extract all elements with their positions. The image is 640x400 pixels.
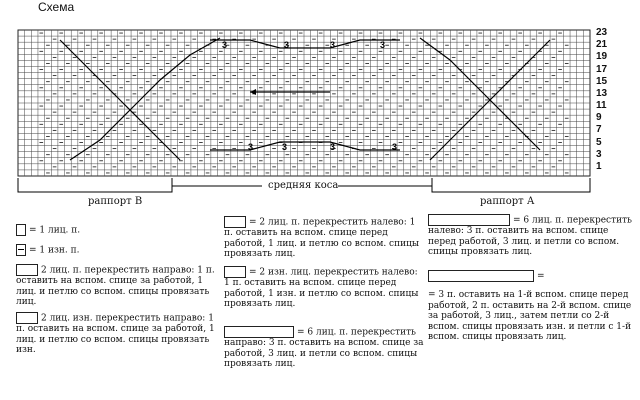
- cable-count-3: 3: [330, 40, 336, 50]
- row-number: 5: [596, 136, 602, 148]
- row-number: 19: [596, 51, 608, 63]
- cable-count-3: 3: [380, 40, 386, 50]
- row-number: 9: [596, 112, 602, 124]
- legend-cable9-desc: = 3 п. оставить на 1-й вспом. спице перед работой, 2 п. оставить на 2-й вспом. спице за работой, 3 лиц., затем петли со 2-й вспом. спицы провязать изн. и петли с 1-й вспом. спицы провязать лиц.: [428, 290, 632, 342]
- legend-cross-right-text: 2 лиц. п. перекрестить направо: 1 п. оставить на вспом. спице за работой, 1 лиц. и петлю со вспом. спицы провязать лиц.: [16, 265, 215, 307]
- cross-right-symbol: [16, 264, 38, 276]
- legend-cross-left-text: = 2 лиц. п. перекрестить налево: 1 п. оставить на вспом. спице перед работой, 1 лиц. и петлю со вспом. спицы провязать лиц.: [224, 217, 420, 259]
- cable9-symbol: [428, 270, 534, 282]
- row-number: 1: [596, 160, 602, 172]
- row-number: 7: [596, 124, 602, 136]
- middle-cable-label: средняя коса: [268, 180, 339, 191]
- legend-cable6-left: [428, 214, 636, 258]
- legend-cross-left: [224, 216, 424, 260]
- cable-count-3: 3: [392, 142, 398, 152]
- cable6-right-symbol: [224, 326, 294, 338]
- legend-knit-text: = 1 лиц. п.: [29, 225, 81, 236]
- legend-cable6-right: [224, 326, 424, 370]
- row-number: 3: [596, 148, 602, 160]
- legend-cable9: [428, 270, 636, 282]
- row-number: 15: [596, 75, 608, 87]
- cross-purl-left-symbol: [224, 266, 246, 278]
- legend-cross-purl-left: [224, 266, 424, 310]
- cross-left-symbol: [224, 216, 246, 228]
- cable6-left-symbol: [428, 214, 510, 226]
- cable-count-3: 3: [248, 142, 254, 152]
- rapport-b-label: раппорт B: [88, 196, 143, 207]
- row-number: 13: [596, 87, 608, 99]
- legend-cable6-right-text: = 6 лиц. п. перекрестить направо: 3 п. оставить на вспом. спице за работой, 3 лиц. и петли со вспом. спицы провязать лиц.: [224, 327, 424, 369]
- cable-count-3: 3: [222, 40, 228, 50]
- legend-cable6-left-text: = 6 лиц. п. перекрестить налево: 3 п. оставить на вспом. спице перед работой, 3 лиц. и петли со вспом. спицы провязать лиц.: [428, 215, 632, 257]
- chart-title: Схема: [38, 0, 75, 14]
- legend-cross-purl-right: [16, 312, 216, 356]
- row-number: 21: [596, 39, 608, 51]
- cable-count-3: 3: [330, 142, 336, 152]
- cable-count-3: 3: [282, 142, 288, 152]
- rapport-b-bracket: [18, 178, 172, 192]
- cross-purl-right-symbol: [16, 312, 38, 324]
- purl-symbol: [16, 244, 26, 256]
- cable-count-3: 3: [284, 40, 290, 50]
- row-number: 17: [596, 63, 608, 75]
- legend-purl-text: = 1 изн. п.: [29, 245, 80, 256]
- legend-knit: [16, 224, 216, 236]
- knit-symbol: [16, 224, 26, 236]
- row-number: 23: [596, 27, 608, 38]
- legend-cable9-eq: =: [537, 271, 545, 282]
- legend-cross-right: [16, 264, 216, 308]
- rapport-a-label: раппорт А: [480, 196, 535, 207]
- legend-cross-purl-left-text: = 2 изн. лиц. перекрестить налево: 1 п. оставить на вспом. спице перед работой, 1 изн. и петлю со вспом. спицы провязать лиц.: [224, 267, 419, 309]
- legend-cross-purl-right-text: 2 лиц. изн. перекрестить направо: 1 п. оставить на вспом. спице за работой, 1 лиц. и петлю со вспом. спицы провязать изн.: [16, 313, 215, 355]
- legend-purl: [16, 244, 216, 256]
- row-number: 11: [596, 100, 607, 111]
- rapport-a-bracket: [432, 178, 590, 192]
